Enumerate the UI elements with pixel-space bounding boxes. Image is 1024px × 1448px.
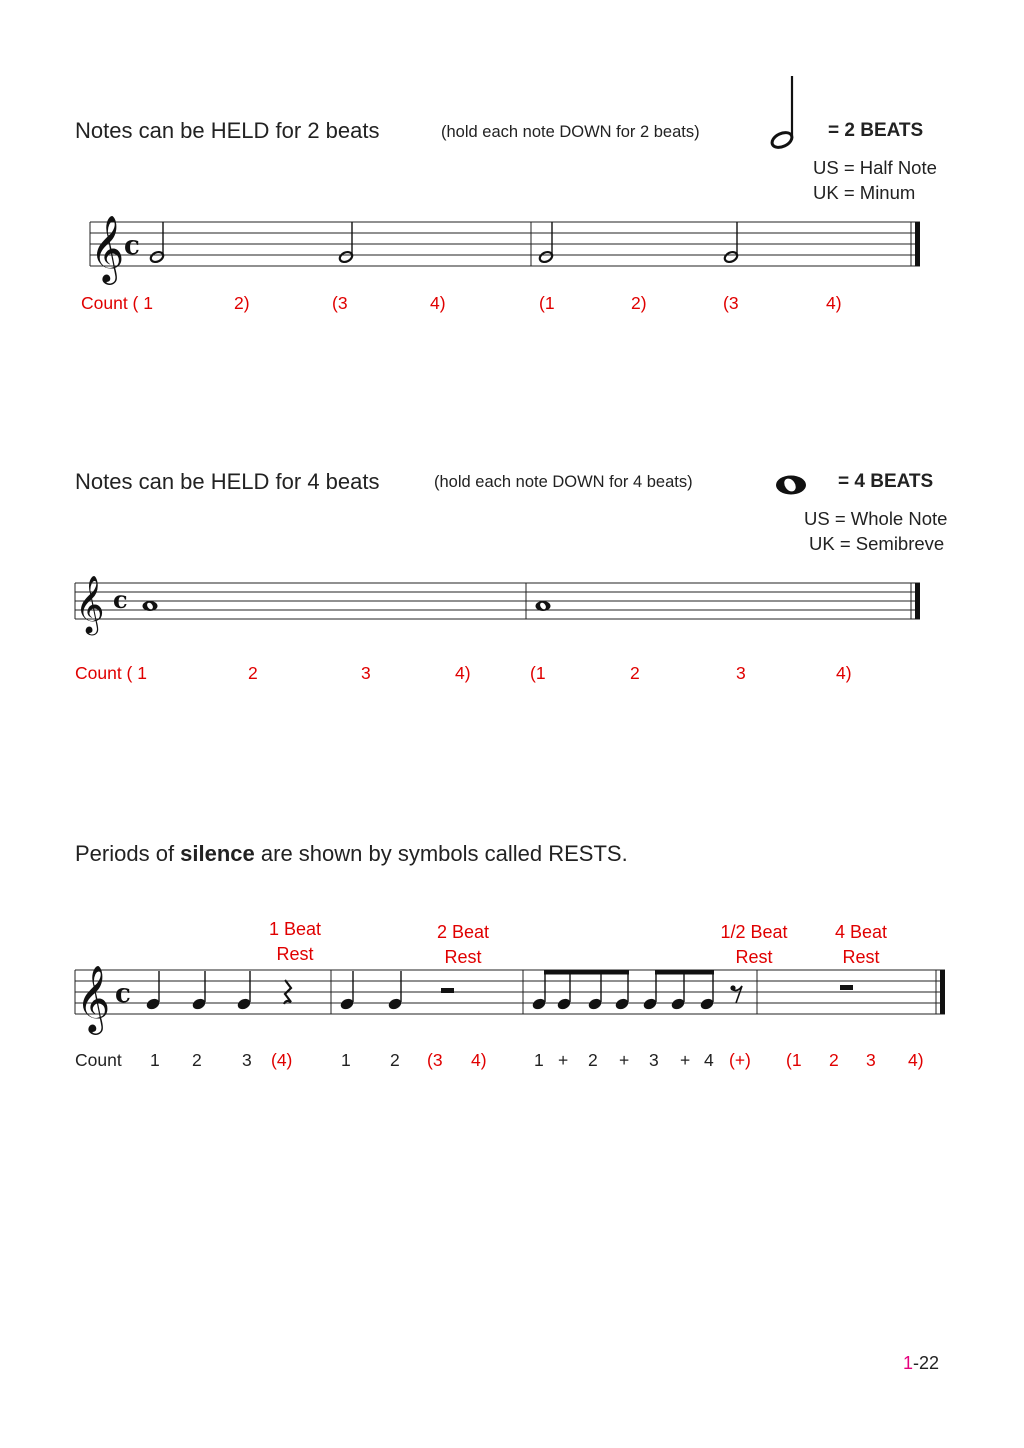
section3-heading (75, 841, 628, 867)
section3-count: (3 (427, 1050, 443, 1070)
section3-count: 1 (341, 1050, 351, 1070)
section2-count-label: Count ( 1 (75, 663, 147, 683)
section1-count: (3 (723, 293, 739, 313)
common-time-icon: c (115, 979, 131, 1009)
section3-count: 4 (704, 1050, 714, 1070)
section3-count: (+) (729, 1050, 751, 1070)
section3-heading-post: are shown by symbols called RESTS. (254, 841, 628, 866)
rest-label-2-beat: 2 Beat Rest (436, 922, 490, 967)
whole-rest-icon (840, 985, 853, 990)
section3-count: 2 (390, 1050, 400, 1070)
section2-hint: (hold each note DOWN for 4 beats) (434, 473, 693, 491)
rest-label-4-beat: 4 Beat Rest (834, 922, 888, 967)
section2-count: 4) (455, 663, 471, 683)
quarter-rest-icon (284, 980, 291, 1004)
treble-clef-icon: 𝄞 (76, 964, 111, 1032)
section1-count: 4) (430, 293, 446, 313)
section3-count: + (680, 1050, 691, 1070)
section1-us-name: US = Half Note (813, 157, 937, 178)
section3-heading-bold: silence (180, 841, 255, 866)
section3-count: (4) (271, 1050, 293, 1070)
section3-count: + (619, 1050, 630, 1070)
section2-heading: Notes can be HELD for 4 beats (75, 469, 380, 494)
half-rest-icon (441, 988, 454, 993)
common-time-icon: c (113, 585, 128, 614)
section1-count-label: Count ( 1 (81, 293, 153, 313)
section3-count: 3 (649, 1050, 659, 1070)
section2-count: 3 (361, 663, 371, 683)
eighth-rest-icon (730, 985, 742, 1003)
section2-count: 3 (736, 663, 746, 683)
section3-count: 3 (242, 1050, 252, 1070)
section2-count: 4) (836, 663, 852, 683)
section3-count: + (558, 1050, 569, 1070)
section3-count: (1 (786, 1050, 802, 1070)
whole-note-icon (773, 472, 809, 498)
section3-count: 4) (908, 1050, 924, 1070)
section2-count: (1 (530, 663, 546, 683)
section1-count: (1 (539, 293, 555, 313)
section3-count: 2 (829, 1050, 839, 1070)
section1-heading: Notes can be HELD for 2 beats (75, 118, 380, 143)
section1-uk-name: UK = Minum (813, 182, 916, 203)
treble-clef-icon: 𝄞 (90, 214, 125, 282)
treble-clef-icon: 𝄞 (75, 575, 105, 633)
section1-count: 2) (631, 293, 647, 313)
section3-count: 2 (192, 1050, 202, 1070)
section1-count: 2) (234, 293, 250, 313)
section3-count: 2 (588, 1050, 598, 1070)
section2-uk-name: UK = Semibreve (809, 533, 945, 554)
section3-count: 1 (534, 1050, 544, 1070)
page-number: 1-22 (903, 1353, 940, 1373)
section1-value-label: = 2 BEATS (828, 120, 924, 141)
section2-count: 2 (248, 663, 258, 683)
section3-count: 4) (471, 1050, 487, 1070)
section2-us-name: US = Whole Note (804, 508, 948, 529)
rest-label-1-beat: 1 Beat Rest (268, 919, 322, 964)
section3-count-label: Count (75, 1050, 122, 1070)
common-time-icon: c (124, 231, 140, 261)
section3-count: 1 (150, 1050, 160, 1070)
section3-heading-pre: Periods of (75, 841, 181, 866)
section1-hint: (hold each note DOWN for 2 beats) (441, 123, 700, 141)
section1-count: 4) (826, 293, 842, 313)
half-note-icon (770, 74, 800, 154)
section1-count: (3 (332, 293, 348, 313)
section2-count: 2 (630, 663, 640, 683)
section2-value-label: = 4 BEATS (838, 471, 934, 492)
section3-count: 3 (866, 1050, 876, 1070)
rest-label-half-beat: 1/2 Beat Rest (720, 922, 788, 967)
